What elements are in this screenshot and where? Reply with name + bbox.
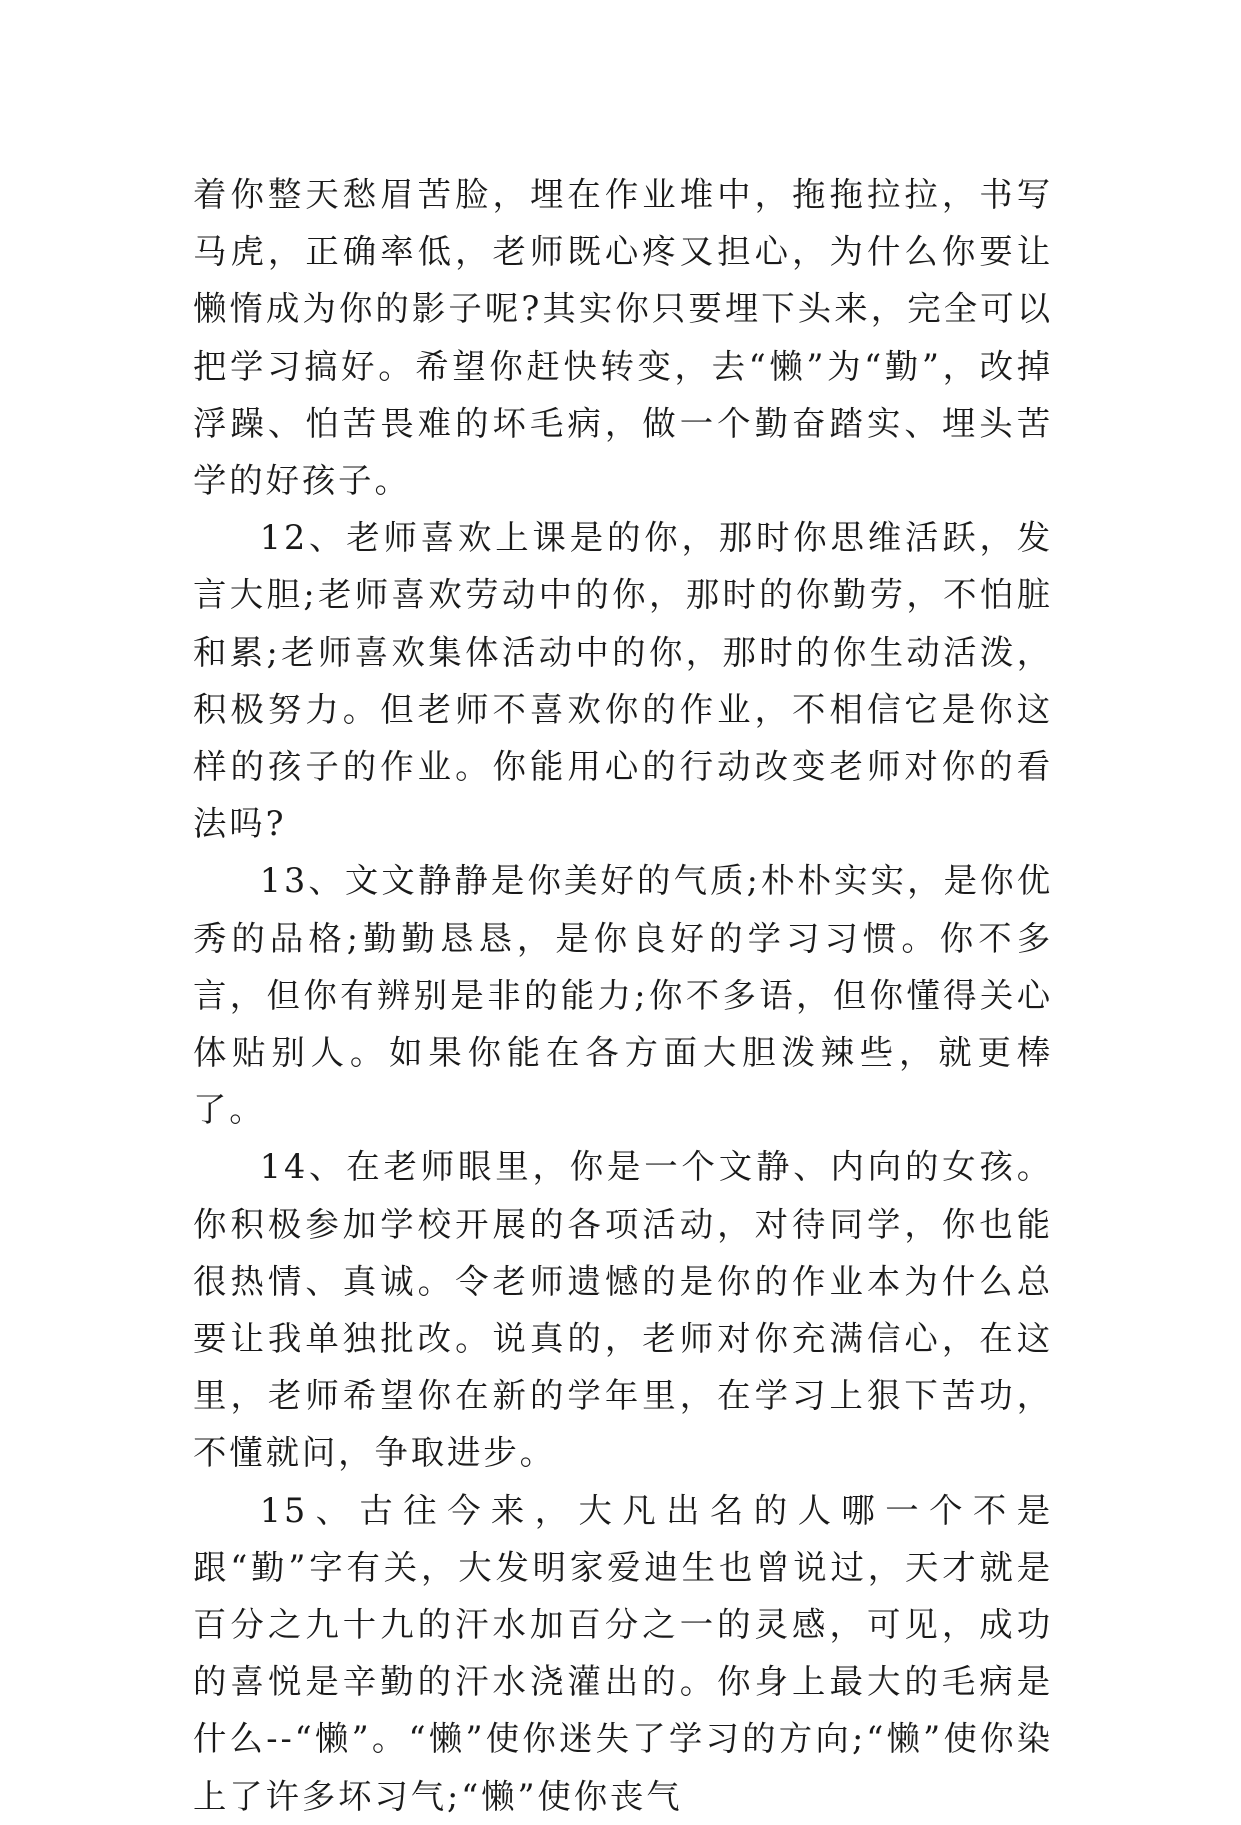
paragraph-13: 13、文文静静是你美好的气质;朴朴实实，是你优秀的品格;勤勤恳恳，是你良好的学习习惯。你不多言，但你有辨别是非的能力;你不多语，但你懂得关心体贴别人。如果你能在各方面大胆泼辣些，就更棒了。 <box>193 861 1053 1130</box>
paragraph-15: 15、古往今来，大凡出名的人哪一个不是跟“勤”字有关，大发明家爱迪生也曾说过，天才就是百分之九十九的汗水加百分之一的灵感，可见，成功的喜悦是辛勤的汗水浇灌出的。你身上最大的毛病是什么--“懒”。“懒”使你迷失了学习的方向;“懒”使你染上了许多坏习气;“懒”使你丧气 <box>193 1490 1053 1816</box>
document-body <box>193 166 1053 1825</box>
paragraph-12: 12、老师喜欢上课是的你，那时你思维活跃，发言大胆;老师喜欢劳动中的你，那时的你勤劳，不怕脏和累;老师喜欢集体活动中的你，那时的你生动活泼，积极努力。但老师不喜欢你的作业，不相信它是你这样的孩子的作业。你能用心的行动改变老师对你的看法吗? <box>193 518 1053 844</box>
paragraph-14: 14、在老师眼里，你是一个文静、内向的女孩。你积极参加学校开展的各项活动，对待同学，你也能很热情、真诚。令老师遗憾的是你的作业本为什么总要让我单独批改。说真的，老师对你充满信心，在这里，老师希望你在新的学年里，在学习上狠下苦功，不懂就问，争取进步。 <box>193 1147 1053 1473</box>
paragraph-11-continued: 着你整天愁眉苦脸，埋在作业堆中，拖拖拉拉，书写马虎，正确率低，老师既心疼又担心，为什么你要让懒惰成为你的影子呢?其实你只要埋下头来，完全可以把学习搞好。希望你赶快转变，去“懒”为“勤”，改掉浮躁、怕苦畏难的坏毛病，做一个勤奋踏实、埋头苦学的好孩子。 <box>193 175 1053 501</box>
